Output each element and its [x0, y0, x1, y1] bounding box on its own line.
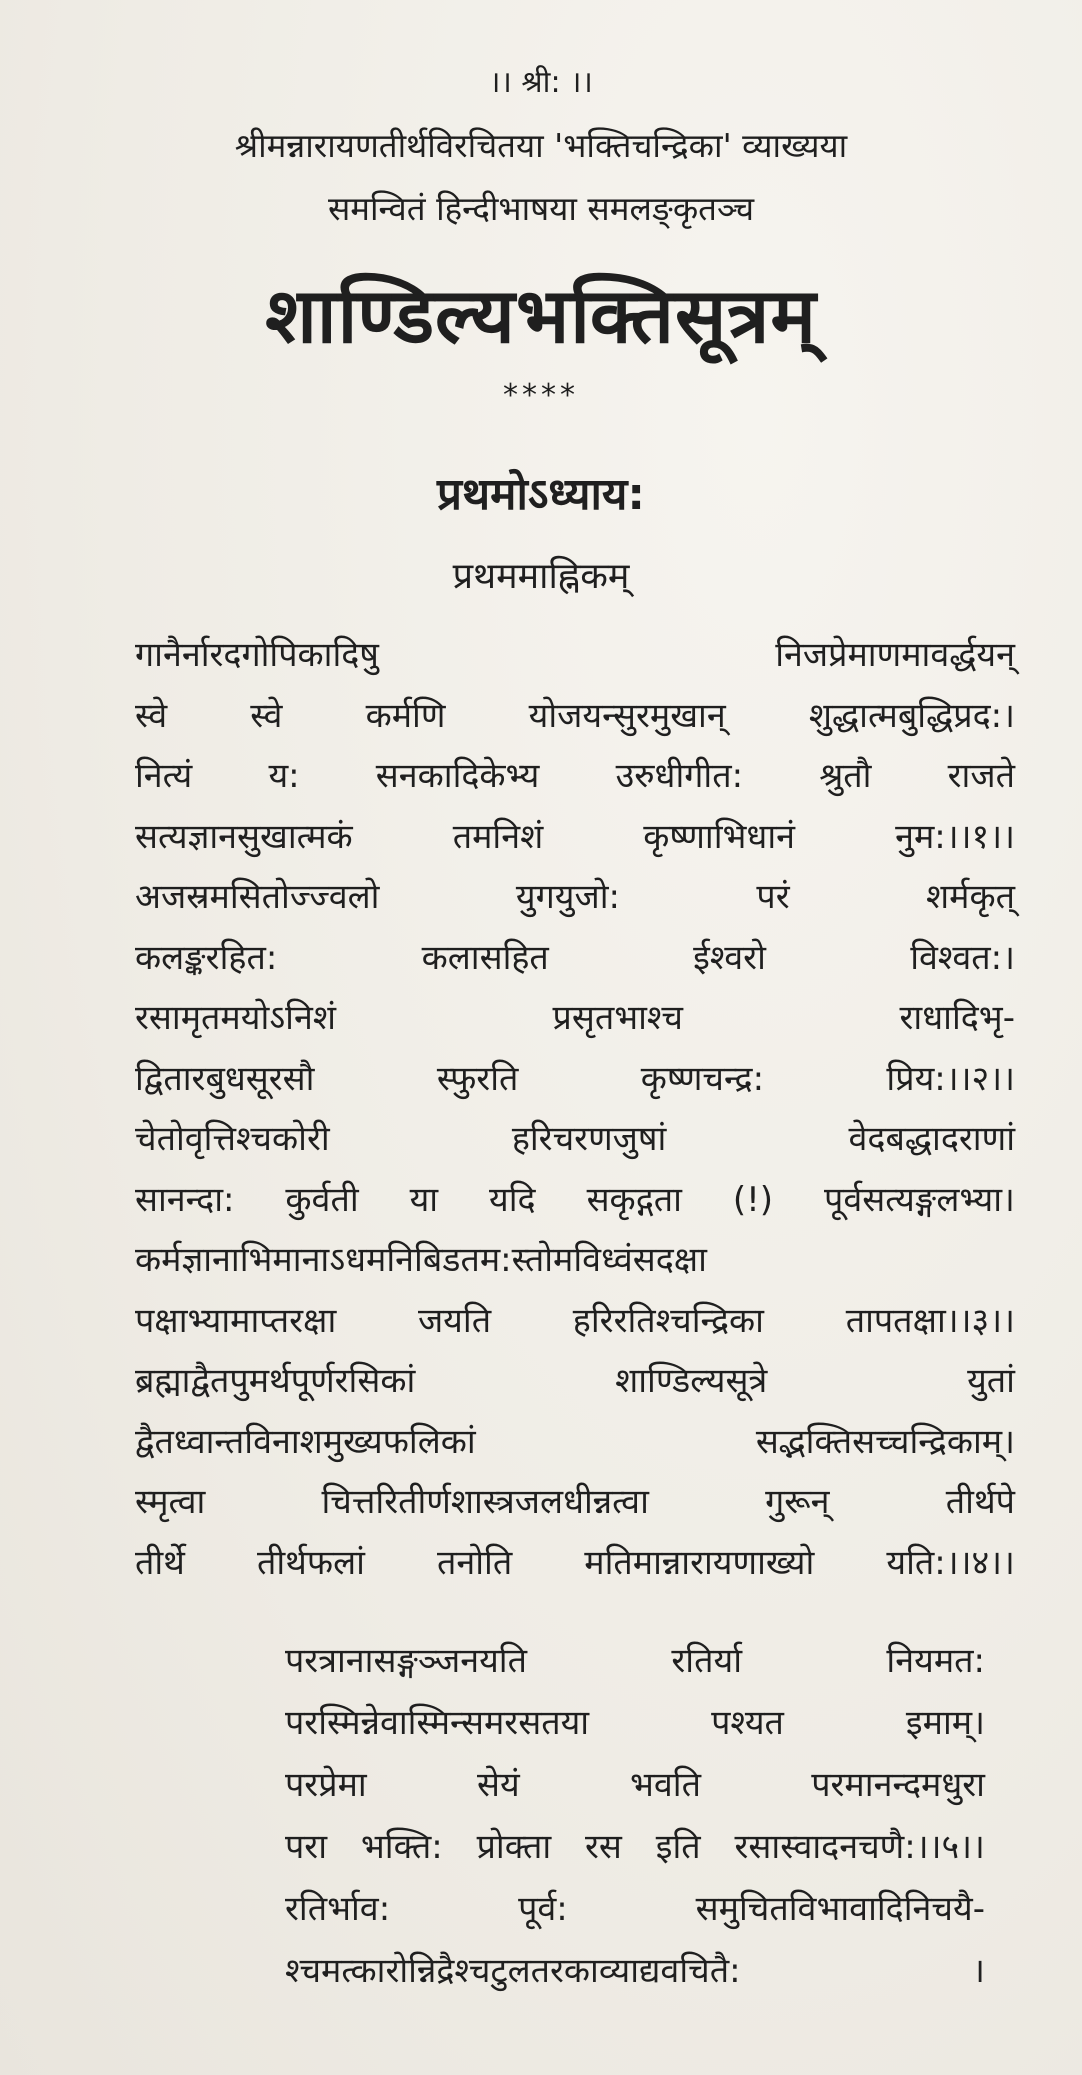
page-title: शाण्डिल्यभक्तिसूत्रम् — [265, 271, 817, 360]
verse-word: रतिर्भाव: — [285, 1889, 391, 1929]
verse-word: स्वे — [135, 695, 168, 736]
verse-word: प्रिय:।।२।। — [886, 1058, 1015, 1099]
verse-word: य: — [268, 756, 300, 796]
verse-word: समुचितविभावादिनिचयै- — [695, 1889, 985, 1929]
verse-word: राजते — [947, 756, 1015, 796]
verse-word: प्रसृतभाश्च — [552, 998, 683, 1038]
verse-word: परं — [756, 877, 790, 917]
verse-word: गुरून् — [765, 1482, 830, 1522]
verse-word: पश्यत — [711, 1703, 784, 1743]
verse-word: तीर्थे — [135, 1542, 185, 1583]
verse-word: ब्रह्माद्वैतपुमर्थपूर्णरसिकां — [135, 1361, 416, 1401]
verse-word: रतिर्या — [671, 1641, 743, 1681]
verse-word: रसास्वादनचणै:।।५।। — [734, 1827, 985, 1867]
verse-line — [135, 935, 1015, 981]
verse-word: कर्मज्ञानाभिमानाऽधमनिबिडतम:स्तोमविध्वंसदक्षा — [135, 1240, 707, 1280]
verse-line — [135, 995, 1015, 1041]
verse-word: हरिरतिश्चन्द्रिका — [572, 1300, 764, 1341]
verse-line — [135, 1056, 1015, 1102]
verse-word: कुर्वती — [285, 1179, 359, 1220]
verse-line — [135, 1479, 1015, 1525]
verse-line — [135, 1419, 1015, 1465]
verse-word: नियमत: — [886, 1641, 985, 1681]
verse-word: रस — [585, 1827, 622, 1867]
verse-word: तनोति — [436, 1542, 513, 1583]
verse-word: कलासहित — [421, 937, 549, 978]
chapter-heading: प्रथमोऽध्याय: — [437, 469, 645, 520]
verse-line-indented — [285, 1886, 985, 1932]
subtitle-line-1: श्रीमन्नारायणतीर्थविरचितया 'भक्तिचन्द्रिका' व्याख्यया — [234, 126, 848, 165]
verse-word: शुद्धात्मबुद्धिप्रद:। — [808, 695, 1015, 736]
verse-line — [135, 632, 1015, 678]
verse-line-indented — [285, 1700, 985, 1746]
verse-line-indented — [285, 1824, 985, 1870]
verse-line — [135, 814, 1015, 860]
verse-word: नित्यं — [135, 756, 193, 796]
subtitle-line-2: समन्वितं हिन्दीभाषया समलङ्कृतञ्च — [327, 189, 755, 228]
verse-word: शर्मकृत् — [926, 877, 1015, 917]
verse-word: उरुधीगीत: — [615, 756, 744, 796]
verse-word: सकृद्गता — [586, 1179, 682, 1220]
verse-line — [135, 1298, 1015, 1344]
verse-line-indented — [285, 1638, 985, 1684]
verse-word: प्रोक्ता — [476, 1827, 552, 1867]
verse-line — [135, 693, 1015, 739]
verse-word: स्वे — [250, 695, 283, 736]
verse-word: गानैर्नारदगोपिकादिषु — [135, 635, 379, 675]
verse-word: सानन्दा: — [135, 1179, 235, 1220]
verse-word: पूर्वसत्यङ्गलभ्या। — [824, 1179, 1015, 1220]
verse-word: कलङ्करहित: — [135, 937, 278, 978]
verse-word: सेयं — [476, 1765, 520, 1805]
verse-word: निजप्रेमाणमावर्द्धयन् — [775, 635, 1015, 675]
separator: **** — [503, 378, 579, 413]
verse-word: परत्रानासङ्गञ्जनयति — [285, 1641, 527, 1681]
verse-word: पूर्व: — [518, 1889, 568, 1929]
verse-word: पक्षाभ्यामाप्तरक्षा — [135, 1300, 337, 1341]
verse-word: तमनिशं — [452, 816, 544, 857]
verse-word: सत्यज्ञानसुखात्मकं — [135, 816, 353, 857]
verse-word: द्वैतध्वान्तविनाशमुख्यफलिकां — [135, 1421, 476, 1462]
verse-word: योजयन्सुरमुखान् — [528, 695, 726, 736]
verse-word: मतिमान्नारायणाख्यो — [584, 1542, 815, 1583]
verse-line-indented — [285, 1948, 985, 1994]
verse-word: चित्तरितीर्णशास्त्रजलधीन्नत्वा — [321, 1482, 649, 1522]
verse-word: यति:।।४।। — [886, 1542, 1015, 1583]
verse-line — [135, 1358, 1015, 1404]
verse-word: युगयुजो: — [515, 877, 620, 917]
verse-word: भक्ति: — [360, 1827, 443, 1867]
verse-word: हरिचरणजुषां — [511, 1119, 667, 1159]
verse-word: चेतोवृत्तिश्चकोरी — [135, 1119, 330, 1159]
verse-word: (!) — [732, 1179, 774, 1220]
verse-word: परमानन्दमधुरा — [811, 1765, 985, 1805]
invocation: ।। श्री: ।। — [489, 65, 593, 100]
verse-word: कृष्णाभिधानं — [643, 816, 796, 857]
verse-word: तीर्थफलां — [256, 1542, 365, 1583]
verse-word: श्रुतौ — [819, 756, 872, 796]
verse-word: स्फुरति — [436, 1058, 519, 1099]
verse-word: तापतक्षा।।३।। — [845, 1300, 1015, 1341]
verse-word: परा — [285, 1827, 328, 1867]
verse-word: परप्रेमा — [285, 1765, 367, 1805]
verse-word: । — [972, 1951, 985, 1991]
verse-word: जयति — [417, 1300, 492, 1341]
verse-word: शाण्डिल्यसूत्रे — [615, 1361, 768, 1401]
verse-word: सनकादिकेभ्य — [375, 756, 540, 796]
verse-line — [135, 1237, 1015, 1283]
verse-word: या — [409, 1179, 439, 1220]
verse-word: वेदबद्धादराणां — [848, 1119, 1015, 1159]
verse-word: भवति — [629, 1765, 701, 1805]
verse-word: परस्मिन्नेवास्मिन्समरसतया — [285, 1703, 590, 1743]
verse-word: कृष्णचन्द्र: — [640, 1058, 765, 1099]
verse-word: सद्भक्तिसच्चन्द्रिकाम्। — [755, 1421, 1015, 1462]
verse-word: नुम:।।१।। — [895, 816, 1015, 857]
verse-word: अजस्रमसितोज्ज्वलो — [135, 877, 380, 917]
verse-word: इति — [655, 1827, 701, 1867]
verse-line — [135, 753, 1015, 799]
verse-line — [135, 1540, 1015, 1586]
verse-word: स्मृत्वा — [135, 1482, 206, 1522]
verse-word: रसामृतमयोऽनिशं — [135, 998, 336, 1038]
verse-word: श्चमत्कारोन्निद्रैश्चटुलतरकाव्याद्यवचितै: — [285, 1951, 741, 1991]
verse-word: तीर्थपे — [945, 1482, 1015, 1522]
verse-word: यदि — [489, 1179, 536, 1220]
verse-word: इमाम्। — [905, 1703, 985, 1743]
verse-line — [135, 1116, 1015, 1162]
verse-line — [135, 1177, 1015, 1223]
verse-word: ईश्वरो — [693, 937, 766, 978]
verse-line-indented — [285, 1762, 985, 1808]
verse-word: विश्वत:। — [910, 937, 1015, 978]
verse-word: राधादिभृ- — [899, 998, 1015, 1038]
verse-word: कर्मणि — [365, 695, 446, 736]
verse-word: द्वितारबुधसूरसौ — [135, 1058, 315, 1099]
verse-word: युतां — [967, 1361, 1015, 1401]
section-heading: प्रथममाह्निकम् — [452, 556, 630, 597]
verse-line — [135, 874, 1015, 920]
